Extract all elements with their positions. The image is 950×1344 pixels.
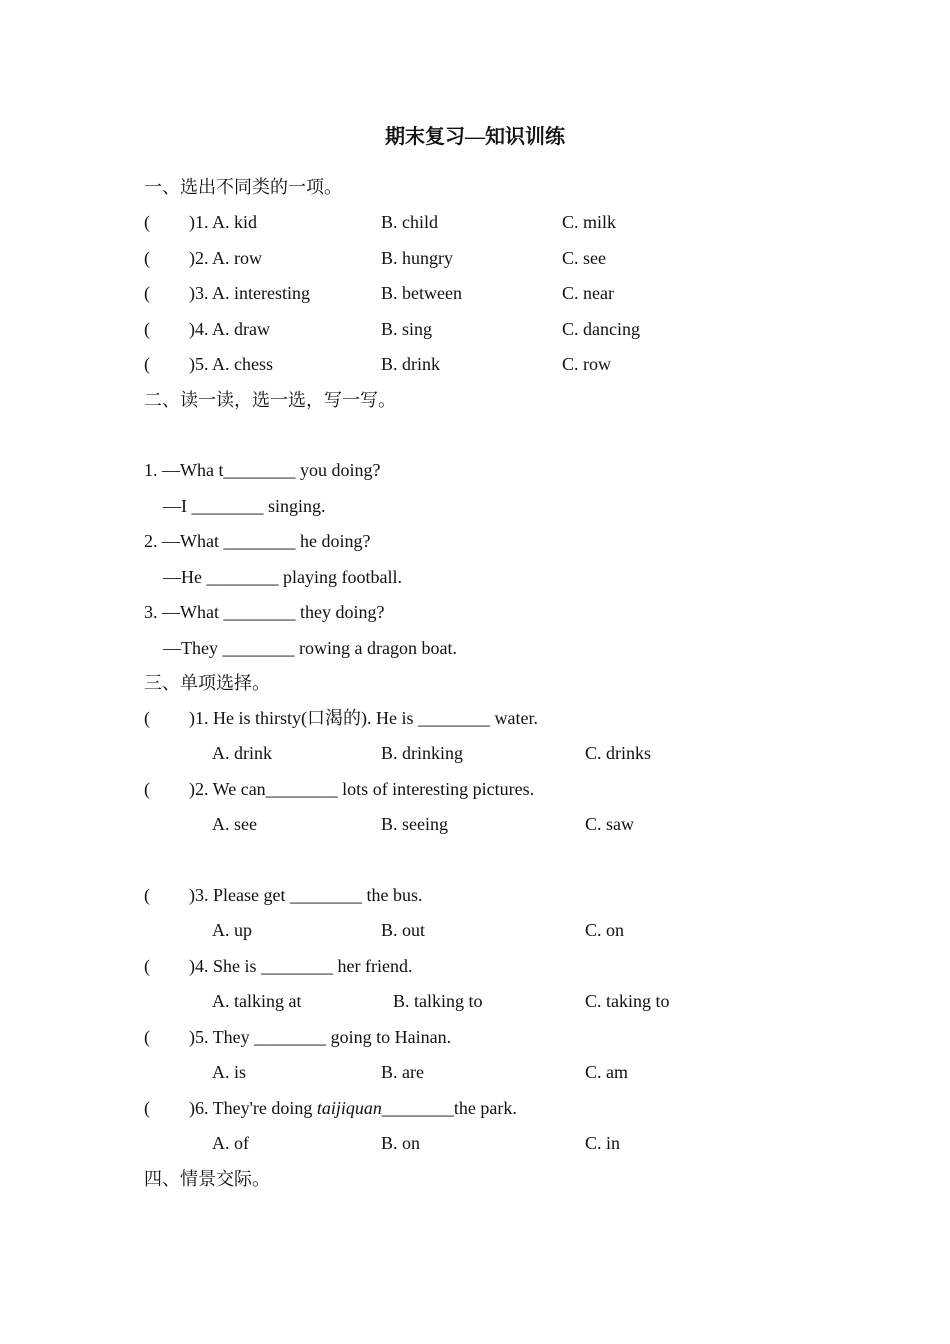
page-title: 期末复习—知识训练 — [385, 126, 565, 148]
option-c: C. dancing — [562, 319, 640, 339]
option-b: B. seeing — [381, 814, 448, 834]
dialogue-line: —They ________ rowing a dragon boat. — [163, 638, 457, 658]
section-2-heading: 二、读一读，选一选，写一写。 — [144, 390, 396, 410]
question-text: )1. A. kid — [189, 212, 258, 232]
option-c: C. near — [562, 283, 614, 303]
section-4-heading: 四、情景交际。 — [144, 1169, 270, 1189]
question-text: )6. They're doing taijiquan________the park. — [189, 1098, 517, 1118]
answer-paren: ( — [144, 354, 150, 374]
question-text: )3. Please get ________ the bus. — [189, 885, 423, 905]
answer-paren: ( — [144, 1027, 150, 1047]
option-a: A. talking at — [212, 991, 302, 1011]
option-a: A. see — [212, 814, 257, 834]
option-c: C. drinks — [585, 743, 652, 763]
option-b: B. are — [381, 1062, 424, 1082]
question-text: )4. A. draw — [189, 319, 270, 339]
answer-paren: ( — [144, 283, 150, 303]
option-b: B. sing — [381, 319, 433, 339]
answer-paren: ( — [144, 1098, 150, 1118]
option-a: A. of — [212, 1133, 249, 1153]
answer-paren: ( — [144, 779, 150, 799]
option-b: B. drink — [381, 354, 441, 374]
option-b: B. child — [381, 212, 438, 232]
option-a: A. drink — [212, 743, 272, 763]
question-text: )3. A. interesting — [189, 283, 310, 303]
option-a: A. up — [212, 920, 252, 940]
question-text: )2. We can________ lots of interesting pictures. — [189, 779, 535, 799]
dialogue-line: —He ________ playing football. — [163, 567, 402, 587]
answer-paren: ( — [144, 708, 150, 728]
option-b: B. between — [381, 283, 462, 303]
dialogue-line: 1. —Wha t________ you doing? — [144, 460, 381, 480]
question-text: )5. A. chess — [189, 354, 274, 374]
option-b: B. out — [381, 920, 426, 940]
option-c: C. on — [585, 920, 625, 940]
option-b: B. drinking — [381, 743, 464, 763]
option-c: C. row — [562, 354, 611, 374]
option-b: B. hungry — [381, 248, 453, 268]
answer-paren: ( — [144, 956, 150, 976]
option-b: B. talking to — [393, 991, 483, 1011]
section-3-heading: 三、单项选择。 — [144, 673, 270, 693]
answer-paren: ( — [144, 319, 150, 339]
answer-paren: ( — [144, 885, 150, 905]
dialogue-line: 2. —What ________ he doing? — [144, 531, 371, 551]
option-c: C. in — [585, 1133, 621, 1153]
option-a: A. is — [212, 1062, 247, 1082]
answer-paren: ( — [144, 248, 150, 268]
option-c: C. milk — [562, 212, 617, 232]
option-c: C. taking to — [585, 991, 670, 1011]
option-c: C. saw — [585, 814, 634, 834]
section-1-heading: 一、选出不同类的一项。 — [144, 177, 342, 197]
option-c: C. am — [585, 1062, 628, 1082]
option-b: B. on — [381, 1133, 421, 1153]
dialogue-line: 3. —What ________ they doing? — [144, 602, 385, 622]
dialogue-line: —I ________ singing. — [163, 496, 326, 516]
question-text: )1. He is thirsty(口渴的). He is ________ water. — [189, 708, 538, 728]
option-c: C. see — [562, 248, 606, 268]
question-text: )4. She is ________ her friend. — [189, 956, 413, 976]
question-text: )2. A. row — [189, 248, 263, 268]
question-text: )5. They ________ going to Hainan. — [189, 1027, 452, 1047]
answer-paren: ( — [144, 212, 150, 232]
